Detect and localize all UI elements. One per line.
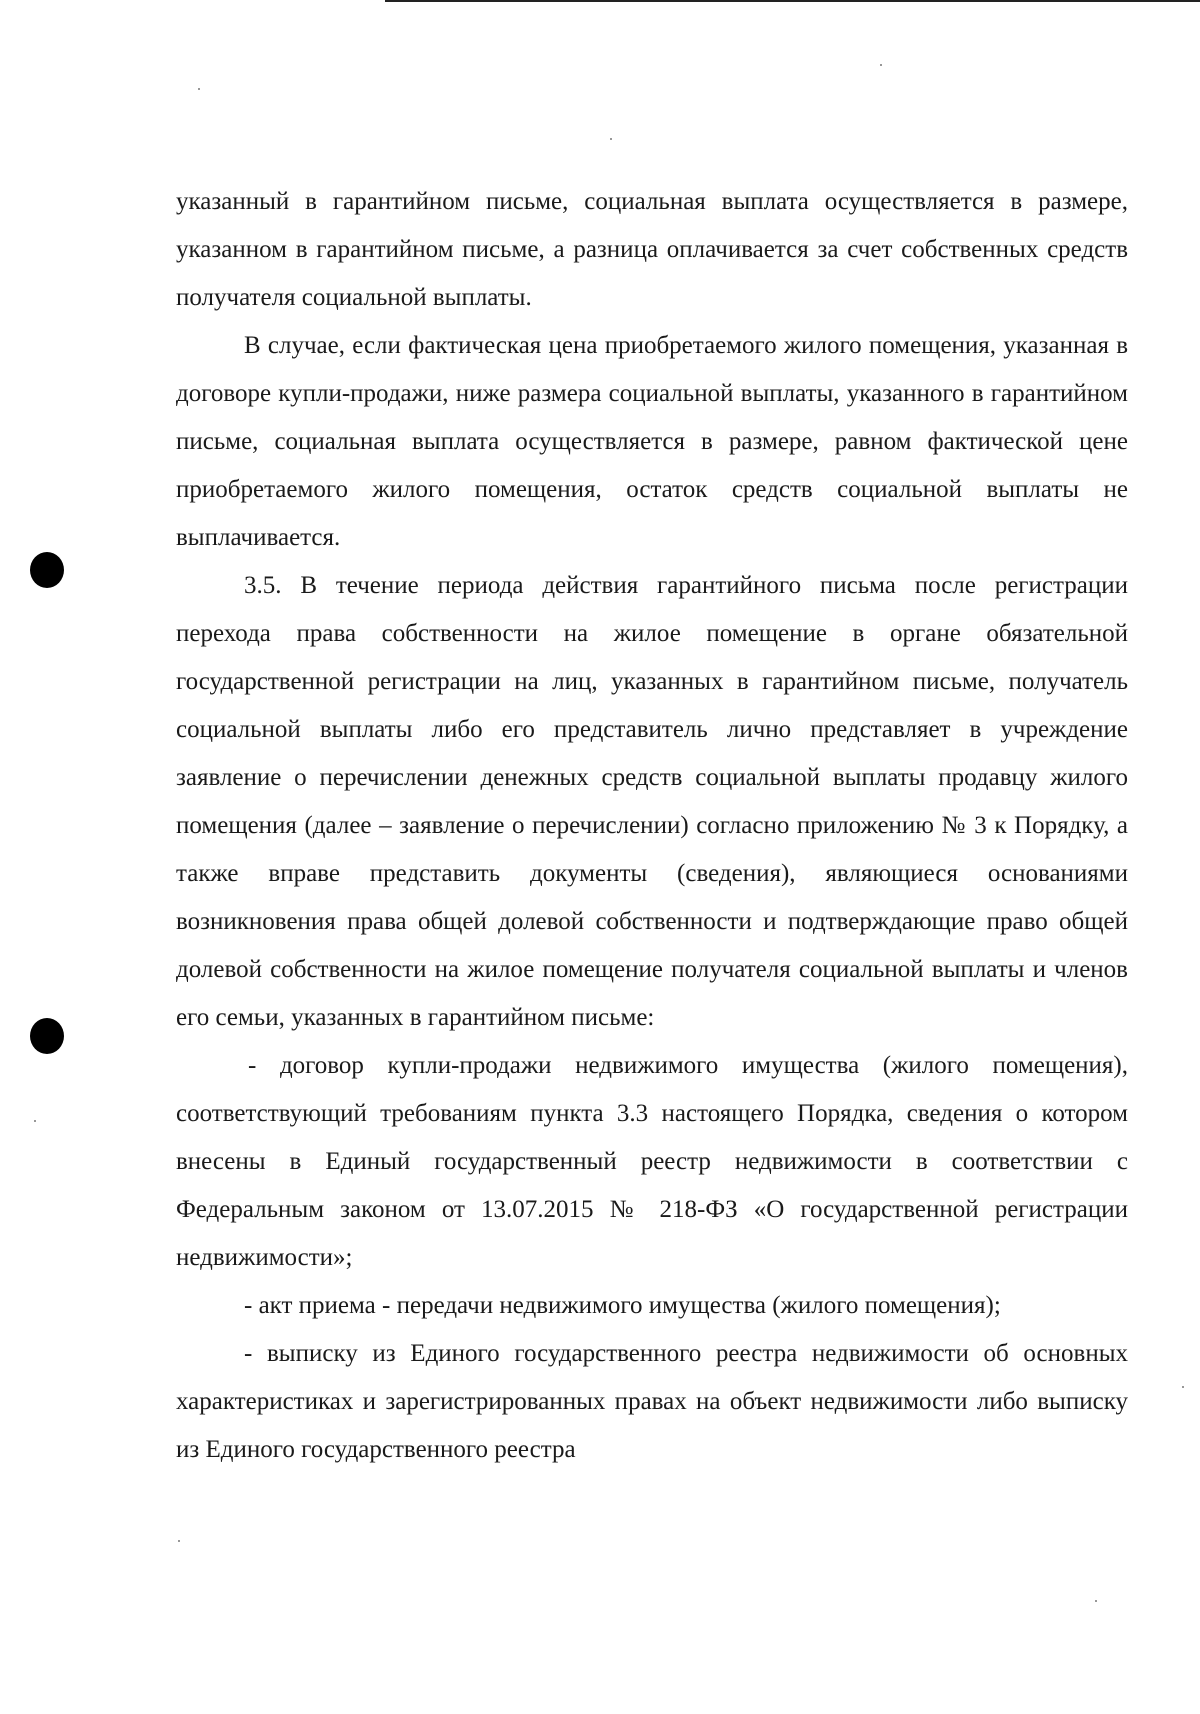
list-item-registry-extract: - выписку из Единого государственного реестра недвижимости об основных характеристиках и зарегистрированных правах на объект недвижимости либо выписку из Единого государственного реестра <box>176 1340 1128 1463</box>
scan-speck <box>1182 1386 1184 1388</box>
top-border-line <box>385 0 1200 2</box>
paragraph-payment-size: указанный в гарантийном письме, социальная выплата осуществляется в размере, указанном в гарантийном письме, а разница оплачивается за счет собственных средств получателя социальной выплаты. <box>176 188 1128 311</box>
scan-speck <box>880 64 882 66</box>
list-item-transfer-act: - акт приема - передачи недвижимого имущества (жилого помещения); <box>244 1292 1001 1319</box>
scan-speck <box>178 1540 180 1542</box>
scan-speck <box>1095 1600 1097 1602</box>
scan-speck <box>34 1120 36 1122</box>
punch-hole-mark <box>30 552 64 588</box>
paragraph-price-below-payment: В случае, если фактическая цена приобретаемого жилого помещения, указанная в договоре купли-продажи, ниже размера социальной выплаты, указанного в гарантийном письме, социальная выплата осуществляется в размере, равном фактической цене приобретаемого жилого помещения, остаток средств социальной выплаты не выплачивается. <box>176 332 1128 551</box>
punch-hole-mark <box>30 1018 64 1054</box>
document-body <box>176 178 1128 1474</box>
paragraph-section-3-5: 3.5. В течение периода действия гарантийного письма после регистрации перехода права собственности на жилое помещение в органе обязательной государственной регистрации на лиц, указанных в гарантийном письме, получатель социальной выплаты либо его представитель лично представляет в учреждение заявление о перечислении денежных средств социальной выплаты продавцу жилого помещения (далее – заявление о перечислении) согласно приложению № 3 к Порядку, а также вправе представить документы (сведения), являющиеся основаниями возникновения права общей долевой собственности и подтверждающие право общей долевой собственности на жилое помещение получателя социальной выплаты и членов его семьи, указанных в гарантийном письме: <box>176 572 1128 1031</box>
scan-speck <box>610 138 612 140</box>
list-item-sale-contract: - договор купли-продажи недвижимого имущества (жилого помещения), соответствующий требованиям пункта 3.3 настоящего Порядка, сведения о котором внесены в Единый государственный реестр недвижимости в соответствии с Федеральным законом от 13.07.2015 № 218-ФЗ «О государственной регистрации недвижимости»; <box>176 1052 1128 1271</box>
scan-speck <box>198 88 200 90</box>
